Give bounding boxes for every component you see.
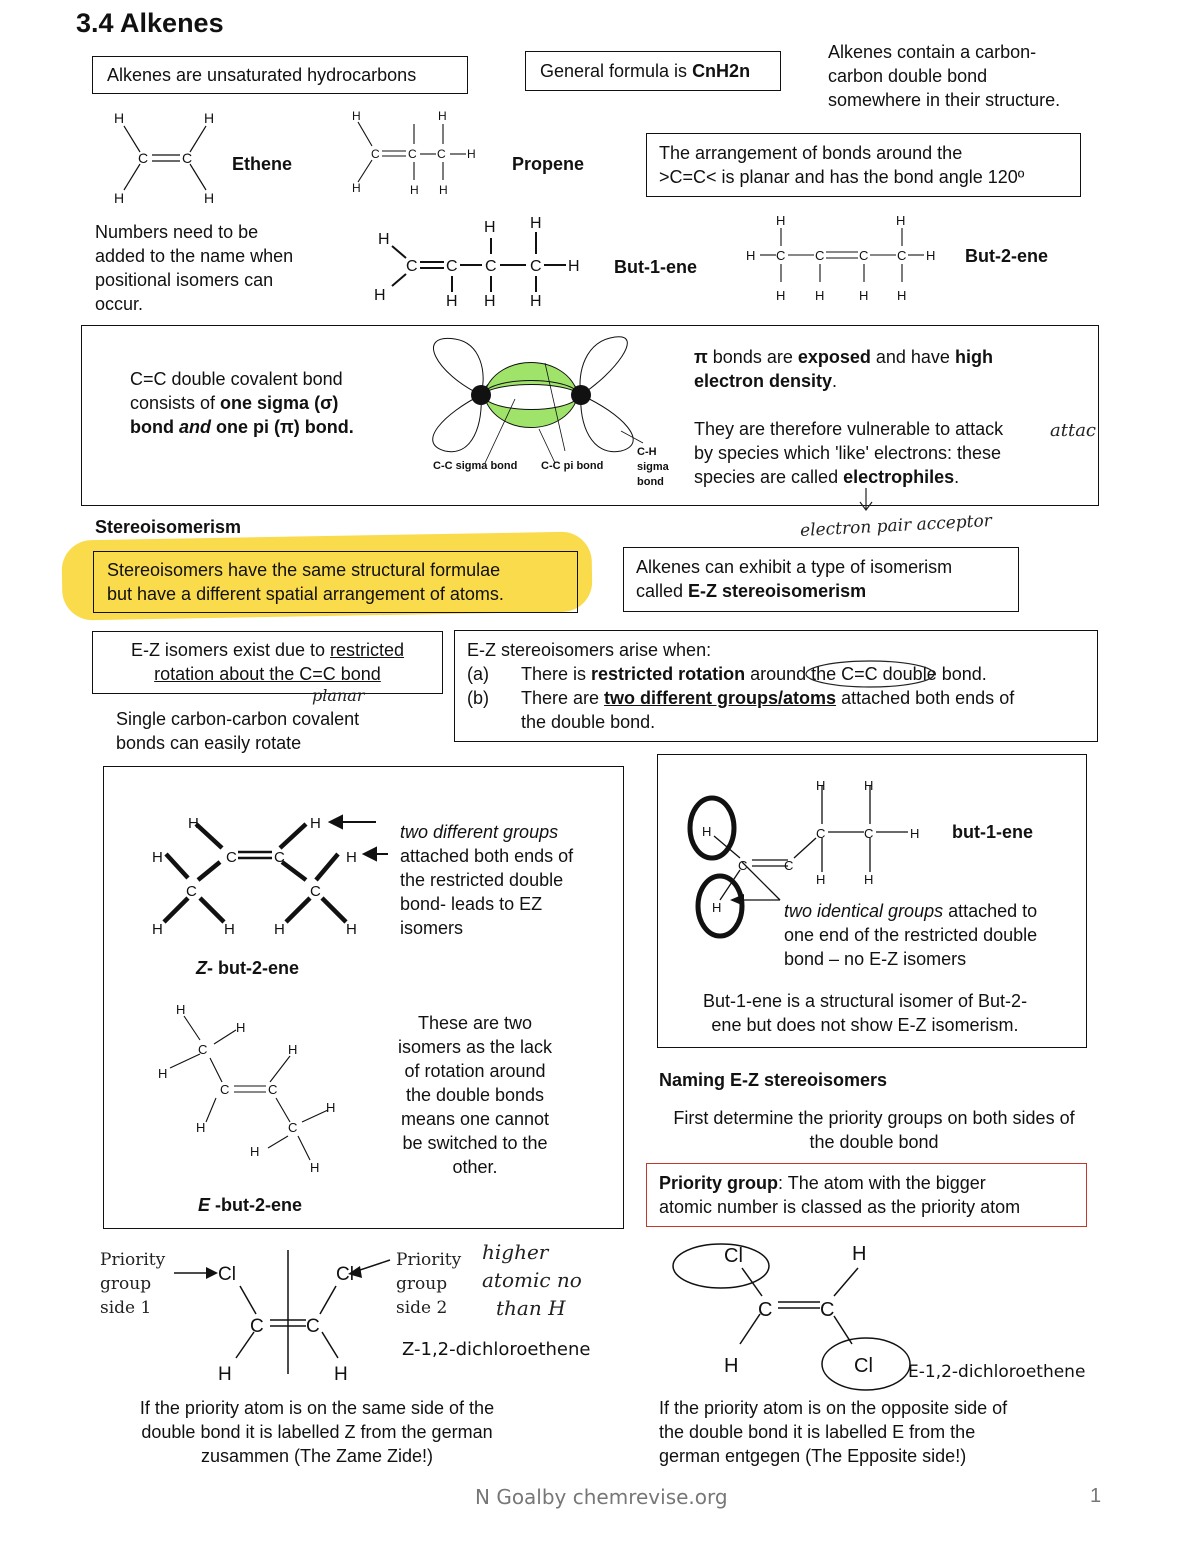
e-but-2-ene-label [198,1193,302,1217]
svg-text:C: C [371,147,380,161]
restricted-text: E-Z isomers exist due to [130,640,331,660]
svg-text:H: H [346,849,357,866]
svg-text:H: H [724,1355,739,1377]
but-1-ene-title: but-1-ene [952,822,1033,842]
svg-text:H: H [926,248,936,263]
svg-text:H: H [438,109,447,123]
e-explain-line: the double bond it is labelled E from the [659,1422,976,1442]
svg-text:Cl: Cl [336,1264,354,1285]
pi-text: by species which 'like' electrons: these [694,443,1002,463]
svg-text:H: H [815,288,825,303]
stereo-heading: Stereoisomerism [95,517,242,537]
sigma-pi-description [130,367,354,439]
svg-text:H: H [702,824,712,839]
svg-text:H: H [712,900,722,915]
svg-text:C: C [446,258,458,275]
definition-line: Stereoisomers have the same structural formulae [107,560,501,580]
svg-text:H: H [236,1020,246,1035]
svg-text:C: C [186,883,197,900]
z-but-2-ene-label [196,956,299,980]
svg-text:H: H [897,288,907,303]
explain-line: of rotation around [404,1061,546,1081]
side-line: Priority [100,1250,166,1270]
but-1-ene-label: But-1-ene [614,257,698,277]
svg-text:C: C [274,849,285,866]
svg-text:H: H [274,921,285,938]
svg-text:H: H [410,183,419,197]
pi-bold: high [954,347,993,367]
pi-italic: and [178,417,211,437]
svg-text:C: C [816,826,826,841]
pi-text: bonds are [707,347,798,367]
svg-text:H: H [439,183,448,197]
pi-text: species are called [694,467,844,487]
svg-text:C: C [250,1316,264,1337]
explain-line: the double bonds [405,1085,545,1105]
sigma-bond-label: C-C sigma bond [433,460,518,472]
side-line: group [100,1274,152,1294]
page-title: 3.4 Alkenes [76,8,224,38]
atom-c: C [182,150,193,166]
ethene-structure [100,108,230,208]
z-dichloroethene-name: Z-1,2-dichloroethene [402,1339,591,1360]
handwritten-arrow [856,488,876,518]
svg-text:H: H [346,921,357,938]
pi-text: . [954,467,960,487]
svg-text:C: C [220,1082,230,1097]
pi-symbol: π [694,347,708,367]
svg-text:H: H [816,872,826,887]
svg-text:C: C [310,883,321,900]
ch-label: C-H [637,446,657,458]
svg-text:C: C [815,248,825,263]
arise-text: around the C=C double bond. [745,664,987,684]
pi-bold: one pi (π) bond. [211,417,354,437]
z-explain-line: If the priority atom is on the same side of the [139,1398,495,1418]
pi-bold: bond [130,417,179,437]
pi-orbital-bottom [485,399,577,428]
footer-credit: N Goalby chemrevise.org [475,1485,728,1509]
handwritten-planar: planar [312,686,365,705]
handwritten-attack: attac [1050,420,1097,441]
structural-line: But-1-ene is a structural isomer of But-2- [702,991,1028,1011]
svg-text:H: H [250,1144,260,1159]
arise-bold: two different groups/atoms [604,688,837,708]
svg-text:C: C [408,147,417,161]
svg-text:H: H [374,287,386,304]
svg-text:H: H [218,1364,232,1385]
e-dichloroethene-name: E-1,2-dichloroethene [908,1362,1086,1382]
priority-text: : The atom with the bigger [778,1173,986,1193]
pi-bold: exposed [797,347,871,367]
pi-bold: one sigma (σ) [220,393,339,413]
svg-text:H: H [352,181,361,195]
general-formula-box [525,51,781,91]
page-number: 1 [1090,1485,1102,1507]
arise-text: There is [521,664,592,684]
z-explain-line: double bond it is labelled Z from the german [141,1422,493,1442]
formula-prefix: General formula is [540,61,693,81]
restricted-line: rotation about the C=C bond [154,664,381,684]
svg-text:C: C [198,1042,208,1057]
ez-arise-box [454,630,1098,742]
note-line: Alkenes contain a carbon- [828,42,1037,62]
explain-line: isomers as the lack [397,1037,553,1057]
ethene-label: Ethene [232,154,293,174]
note-line: the restricted double [400,870,564,890]
stereo-definition-box [93,551,578,613]
z-arrows [328,814,388,864]
atom-c: C [138,150,149,166]
structural-isomer-note [670,989,1060,1037]
note-italic: two different groups [400,822,559,842]
e-name: -but-2-ene [210,1195,303,1215]
note-line: carbon double bond [828,66,988,86]
side-line: group [396,1274,448,1294]
svg-text:H: H [746,248,756,263]
note-text: bond – no E-Z isomers [784,949,967,969]
note-line: attached both ends of [400,846,574,866]
svg-text:H: H [910,826,920,841]
hand-line: than H [496,1296,566,1320]
z-name: - but-2-ene [207,958,299,978]
ez-intro-line: Alkenes can exhibit a type of isomerism [636,557,953,577]
numbers-note [95,220,293,316]
definition-line: but have a different spatial arrangement of atoms. [107,584,504,604]
svg-text:H: H [864,872,874,887]
ch-label: bond [637,476,664,488]
arise-text: the double bond. [521,712,656,732]
pi-orbital-diagram [415,333,675,493]
pi-bond-label: C-C pi bond [541,460,604,472]
svg-text:C: C [859,248,869,263]
instructions-line: First determine the priority groups on both sides of [673,1108,1075,1128]
side-line: side 2 [396,1298,448,1318]
svg-text:C: C [864,826,874,841]
priority-text: atomic number is classed as the priority atom [659,1197,1021,1217]
arise-label: (b) [467,688,489,708]
priority-instructions [648,1106,1100,1154]
ez-intro-text: called [636,581,689,601]
note-text: one end of the restricted double [784,925,1038,945]
pi-bold: electrophiles [843,467,955,487]
svg-text:H: H [530,215,542,232]
explain-line: other. [452,1157,498,1177]
numbers-line: positional isomers can [95,270,274,290]
rotation-explanation [382,1011,568,1179]
svg-text:H: H [310,815,321,832]
priority-side-1-label [100,1248,165,1320]
atom-h: H [204,110,215,126]
svg-text:Cl: Cl [218,1264,236,1285]
rotate-line: Single carbon-carbon covalent [116,709,360,729]
svg-text:H: H [310,1160,320,1175]
svg-text:C: C [437,147,446,161]
propene-structure [346,108,486,198]
pi-exposed-text [694,345,1064,489]
svg-text:H: H [352,109,361,123]
planar-box [646,133,1081,197]
but-2-ene-structure [740,208,950,308]
svg-text:H: H [176,1002,186,1017]
atom-h: H [114,110,125,126]
svg-text:H: H [446,293,458,310]
explain-line: be switched to the [402,1133,548,1153]
atom-h: H [204,190,215,206]
planar-line: >C=C< is planar and has the bond angle 120º [659,167,1025,187]
carbon-nucleus [471,385,491,405]
svg-text:H: H [467,147,476,161]
svg-text:H: H [484,219,496,236]
svg-text:C: C [268,1082,278,1097]
svg-text:C: C [288,1120,298,1135]
handwritten-higher-atomic [482,1238,582,1322]
svg-text:H: H [188,815,199,832]
instructions-line: the double bond [809,1132,939,1152]
svg-text:C: C [226,849,237,866]
hand-line: atomic no [482,1268,582,1292]
arise-text: There are [521,688,605,708]
svg-text:C: C [758,1299,773,1321]
but-1-ene-structure [370,210,590,310]
z-letter: Z [196,958,207,978]
priority-group-box [646,1163,1087,1227]
naming-heading: Naming E-Z stereoisomers [659,1070,888,1090]
note-line: bond- leads to EZ [400,894,543,914]
note-line: isomers [400,918,464,938]
double-bond-note [828,40,1060,112]
svg-text:C: C [406,258,418,275]
two-different-groups-note [400,820,573,940]
restricted-underlined: restricted [330,640,405,660]
ez-intro-bold: E-Z stereoisomerism [688,581,867,601]
atom-h: H [114,190,125,206]
svg-text:H: H [288,1042,298,1057]
but-2-ene-label: But-2-ene [965,246,1049,266]
identical-groups-note [784,899,1037,971]
svg-text:H: H [568,258,580,275]
svg-text:H: H [776,288,786,303]
z-explain-line: zusammen (The Zame Zide!) [200,1446,434,1466]
svg-text:H: H [378,231,390,248]
pi-line: C=C double covalent bond [130,369,343,389]
note-italic: two identical groups [784,901,944,921]
svg-text:H: H [334,1364,348,1385]
svg-text:H: H [896,213,906,228]
svg-text:H: H [776,213,786,228]
numbers-line: occur. [95,294,144,314]
ez-intro-box [623,547,1019,612]
e-but-2-ene-structure [150,998,350,1178]
svg-text:H: H [852,1243,867,1265]
z-dichloroethene-structure [170,1246,410,1396]
unsaturated-text: Alkenes are unsaturated hydrocarbons [107,65,417,85]
numbers-line: added to the name when [95,246,294,266]
pi-bold: electron density [694,371,833,391]
e-label-explanation [659,1396,1007,1468]
unsaturated-box [92,56,468,94]
priority-side-2-label [396,1248,461,1320]
svg-text:Cl: Cl [854,1355,873,1377]
svg-text:H: H [196,1120,206,1135]
arise-text: attached both ends of [836,688,1015,708]
hand-line: higher [482,1240,549,1264]
note-line: somewhere in their structure. [828,90,1061,110]
svg-text:H: H [864,778,874,793]
svg-text:H: H [152,849,163,866]
svg-text:C: C [306,1316,320,1337]
svg-text:H: H [158,1066,168,1081]
svg-text:Cl: Cl [724,1245,743,1267]
svg-text:C: C [784,858,794,873]
pi-text: and have [870,347,955,367]
z-label-explanation [100,1396,534,1468]
svg-text:H: H [152,921,163,938]
side-line: Priority [396,1250,462,1270]
propene-label: Propene [512,154,585,174]
svg-text:H: H [484,293,496,310]
svg-text:C: C [530,258,542,275]
side-line: side 1 [100,1298,152,1318]
svg-text:C: C [776,248,786,263]
carbon-nucleus [571,385,591,405]
e-explain-line: If the priority atom is on the opposite side of [659,1398,1008,1418]
priority-bold: Priority group [659,1173,779,1193]
handwritten-acceptor: electron pair acceptor [799,510,993,542]
svg-text:C: C [738,858,748,873]
e-explain-line: german entgegen (The Epposite side!) [659,1446,967,1466]
note-text: attached to [943,901,1038,921]
formula-value: CnH2n [692,61,751,81]
numbers-line: Numbers need to be [95,222,259,242]
svg-text:C: C [485,258,497,275]
svg-text:H: H [326,1100,336,1115]
single-bond-rotation [116,707,359,755]
svg-text:H: H [224,921,235,938]
svg-text:H: H [530,293,542,310]
handwritten-circle [800,658,940,692]
pi-text: They are therefore vulnerable to attack [694,419,1004,439]
svg-text:H: H [859,288,869,303]
ch-label: sigma [637,461,669,473]
e-dichloroethene-structure [668,1232,918,1402]
planar-line: The arrangement of bonds around the [659,143,963,163]
svg-text:H: H [816,778,826,793]
pi-text: . [832,371,838,391]
explain-line: These are two [417,1013,533,1033]
rotate-line: bonds can easily rotate [116,733,302,753]
e-letter: E [198,1195,211,1215]
arise-label: (a) [467,664,489,684]
explain-line: means one cannot [400,1109,550,1129]
svg-text:C: C [820,1299,835,1321]
svg-text:C: C [897,248,907,263]
restricted-rotation-box [92,631,443,694]
structural-line: ene but does not show E-Z isomerism. [711,1015,1019,1035]
arise-title: E-Z stereoisomers arise when: [467,640,712,660]
pi-text: consists of [130,393,221,413]
arise-bold: restricted rotation [591,664,746,684]
